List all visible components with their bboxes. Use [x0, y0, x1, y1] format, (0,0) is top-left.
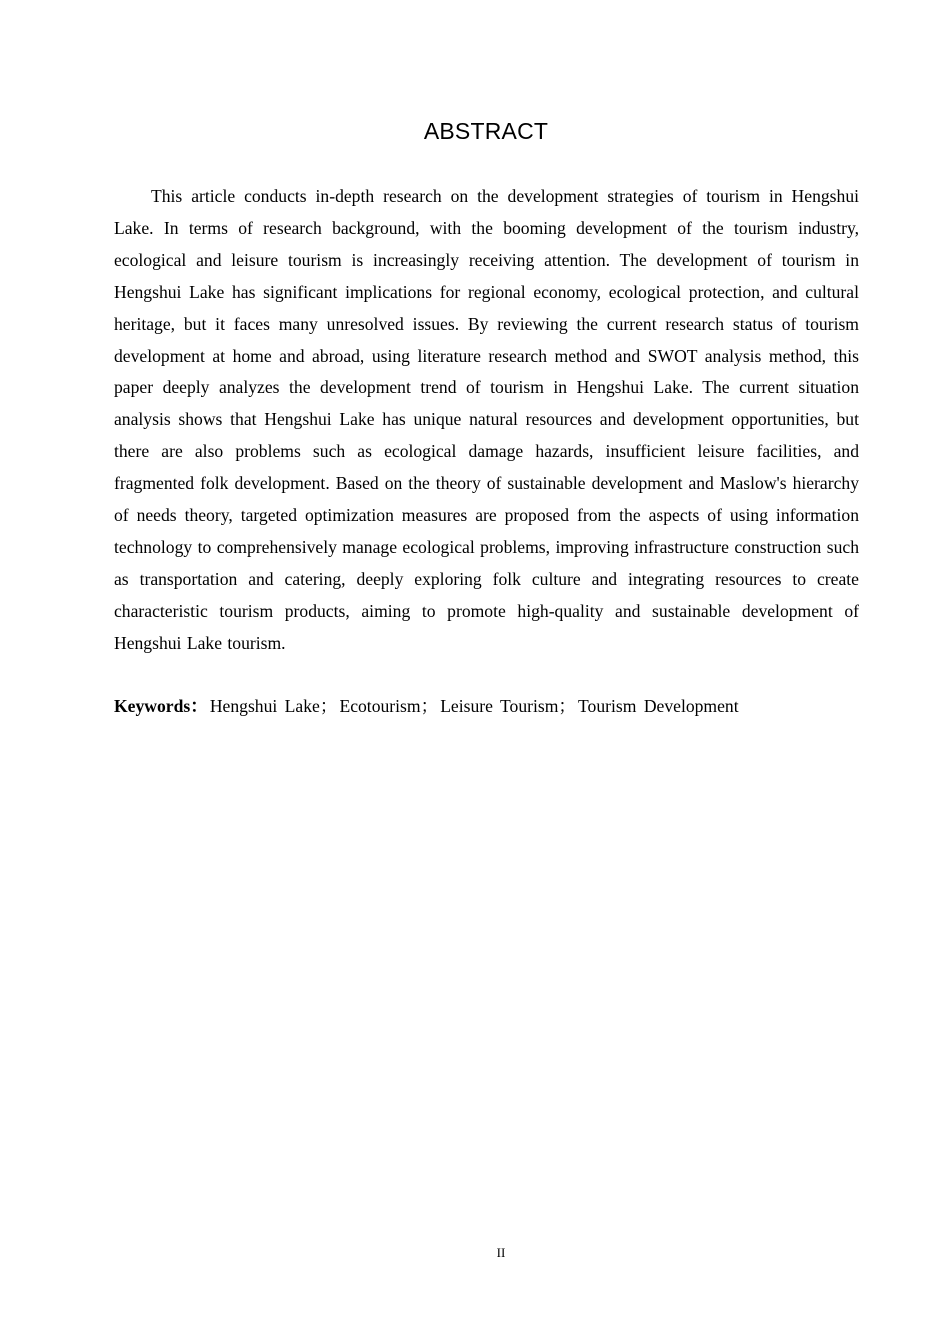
keyword-delimiter: ；	[319, 696, 338, 716]
keywords-separator: ：	[190, 696, 208, 716]
abstract-body: This article conducts in-depth research on the development strategies of tourism in Hengshui Lake. In terms of research background, with the booming development of the tourism industry, ecological and leisure tourism is increasingly receiving attention. The development of tourism in Hengshui Lake has significant implications for regional economy, ecological protection, and cultural heritage, but it faces many unresolved issues. By reviewing the current research status of tourism development at home and abroad, using literature research method and SWOT analysis method, this paper deeply analyzes the development trend of tourism in Hengshui Lake. The current situation analysis shows that Hengshui Lake has unique natural resources and development opportunities, but there are also problems such as ecological damage hazards, insufficient leisure facilities, and fragmented folk development. Based on the theory of sustainable development and Maslow's hierarchy of needs theory, targeted optimization measures are proposed from the aspects of using information technology to comprehensively manage ecological problems, improving infrastructure construction such as transportation and catering, deeply exploring folk culture and integrating resources to create characteristic tourism products, aiming to promote high-quality and sustainable development of Hengshui Lake tourism.	[114, 186, 859, 653]
keyword-item: Ecotourism	[339, 696, 421, 716]
keyword-item: Hengshui Lake	[209, 696, 320, 716]
keyword-delimiter: ；	[420, 696, 439, 716]
keywords-label: Keywords	[114, 696, 191, 716]
keyword-item: Tourism Development	[578, 696, 739, 716]
keyword-item: Leisure Tourism	[440, 696, 559, 716]
keywords-line	[114, 690, 874, 722]
page-number: II	[496, 1245, 506, 1260]
abstract-title: ABSTRACT	[423, 118, 549, 144]
keyword-delimiter: ；	[558, 696, 577, 716]
